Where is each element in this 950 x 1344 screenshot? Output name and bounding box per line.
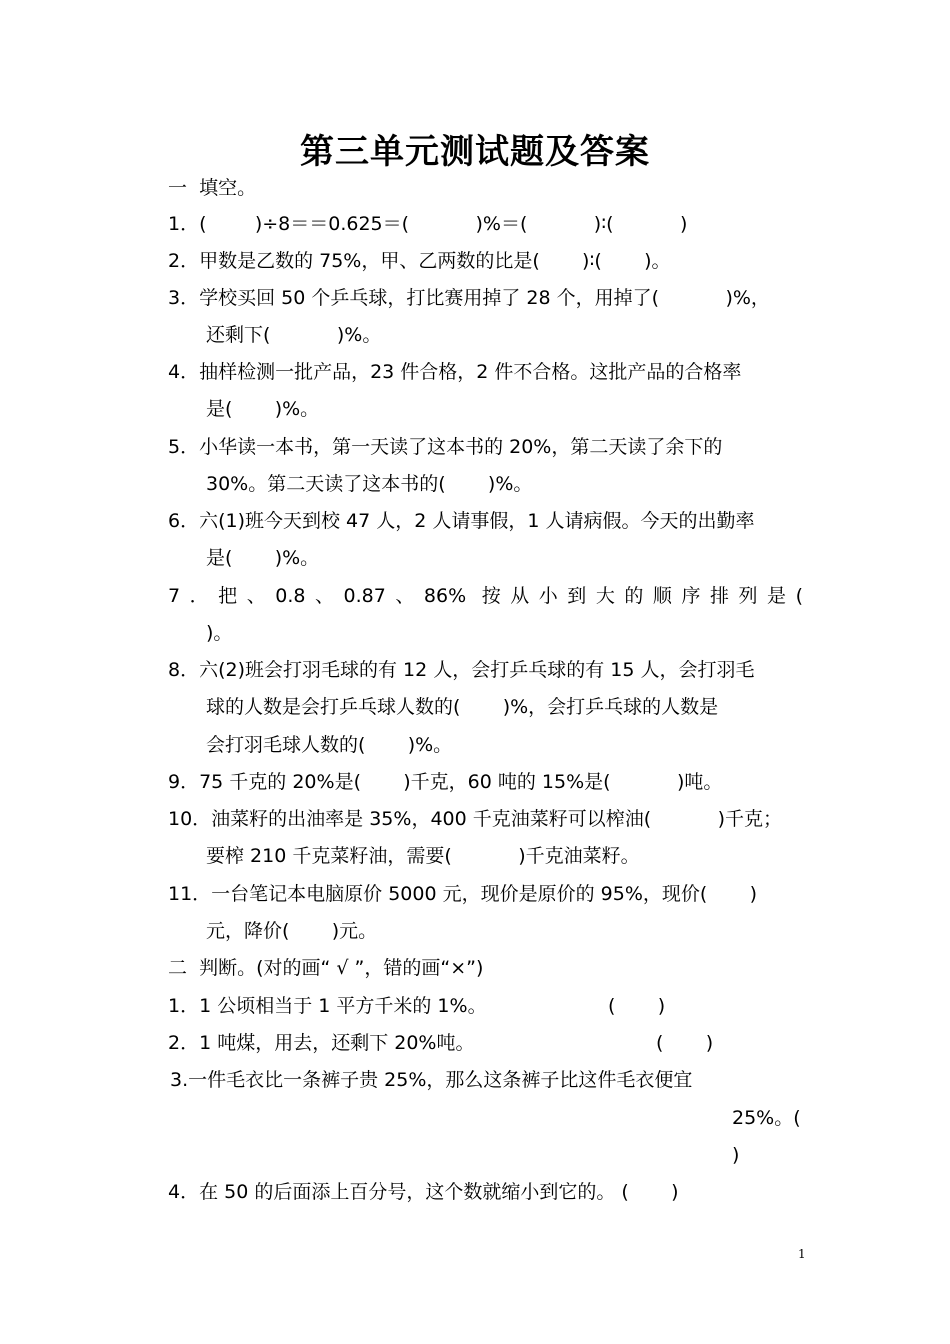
fill-question-4-line1: 4．抽样检测一批产品，23 件合格，2 件不合格。这批产品的合格率 <box>168 361 742 383</box>
fill-question-9: 9．75 千克的 20%是( )千克，60 吨的 15%是( )吨。 <box>168 771 723 793</box>
page-title: 第三单元测试题及答案 <box>300 132 650 172</box>
fill-question-6-line2: 是( )%。 <box>206 547 320 569</box>
judge-question-4: 4．在 50 的后面添上百分号，这个数就缩小到它的。 ( ) <box>168 1181 679 1203</box>
fill-question-4-line2: 是( )%。 <box>206 398 320 420</box>
section-heading-judge: 二 判断。(对的画“ √ ”，错的画“×”) <box>168 957 484 979</box>
fill-question-8-line3: 会打羽毛球人数的( )%。 <box>206 734 453 756</box>
fill-question-2: 2．甲数是乙数的 75%，甲、乙两数的比是( )∶( )。 <box>168 250 671 272</box>
fill-question-8-line1: 8．六(2)班会打羽毛球的有 12 人，会打乒乓球的有 15 人，会打羽毛 <box>168 659 755 681</box>
fill-question-8-line2: 球的人数是会打乒乓球人数的( )%，会打乒乓球的人数是 <box>206 696 719 718</box>
fill-question-10-line1: 10．油菜籽的出油率是 35%，400 千克油菜籽可以榨油( )千克； <box>168 808 783 830</box>
fill-question-11-line1: 11．一台笔记本电脑原价 5000 元，现价是原价的 95%，现价( ) <box>168 883 757 905</box>
judge-answer-blank-1: ( ) <box>608 995 666 1017</box>
fill-question-11-line2: 元，降价( )元。 <box>206 920 378 942</box>
judge-answer-blank-2: ( ) <box>656 1032 714 1054</box>
page-number: 1 <box>798 1247 806 1261</box>
fill-question-5-line1: 5．小华读一本书，第一天读了这本书的 20%，第二天读了余下的 <box>168 436 723 458</box>
judge-question-3-line3: ) <box>732 1144 740 1166</box>
section-heading-fill: 一 填空。 <box>168 177 257 199</box>
judge-question-2: 2．1 吨煤，用去，还剩下 20%吨。 <box>168 1032 475 1054</box>
judge-question-3-line2: 25%。( <box>732 1107 801 1129</box>
fill-question-7-line1: 7．把、0.8、0.87、86% 按从小到大的顺序排列是( <box>168 585 803 607</box>
fill-question-6-line1: 6．六(1)班今天到校 47 人，2 人请事假，1 人请病假。今天的出勤率 <box>168 510 755 532</box>
fill-question-1: 1．( )÷8＝＝0.625＝( )%＝( )∶( ) <box>168 213 688 235</box>
fill-question-3-line2: 还剩下( )%。 <box>206 324 382 346</box>
judge-question-3-line1: 3.一件毛衣比一条裤子贵 25%，那么这条裤子比这件毛衣便宜 <box>170 1069 693 1091</box>
fill-question-3-line1: 3．学校买回 50 个乒乓球，打比赛用掉了 28 个，用掉了( )%， <box>168 287 770 309</box>
fill-question-10-line2: 要榨 210 千克菜籽油，需要( )千克油菜籽。 <box>206 845 640 867</box>
fill-question-7-line2: )。 <box>206 622 233 644</box>
fill-question-5-line2: 30%。第二天读了这本书的( )%。 <box>206 473 533 495</box>
judge-question-1: 1．1 公顷相当于 1 平方千米的 1%。 <box>168 995 487 1017</box>
